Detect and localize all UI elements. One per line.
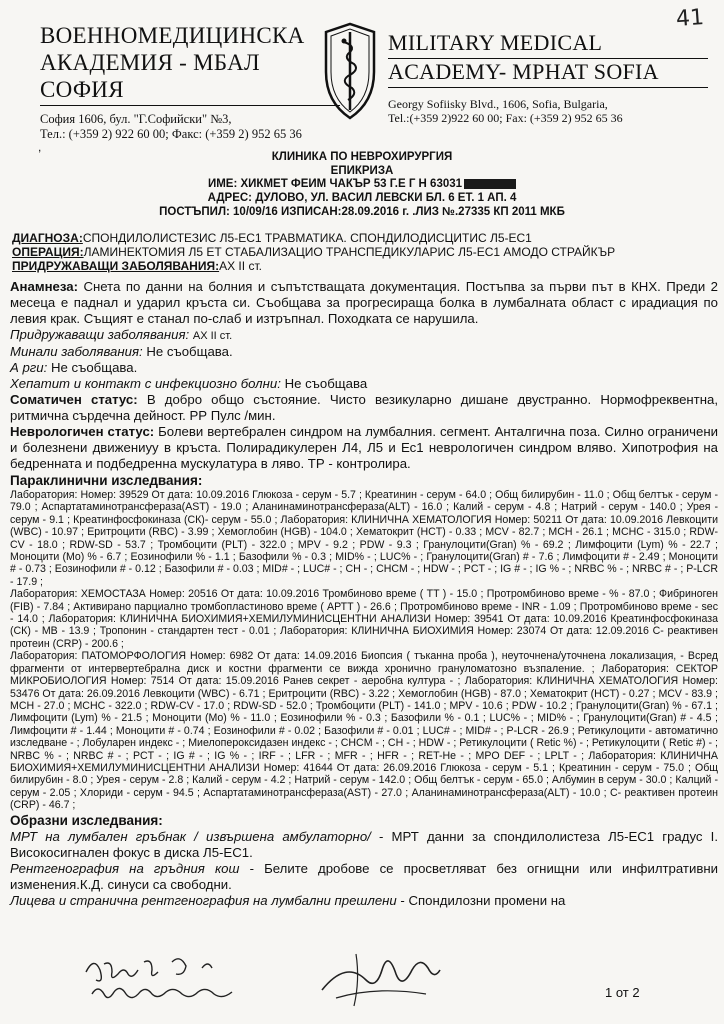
bg-name-line1: ВОЕННОМЕДИЦИНСКА: [40, 23, 305, 48]
comorbidities-value-2: АХ II ст.: [192, 330, 233, 342]
patient-address: АДРЕС: ДУЛОВО, УЛ. ВАСИЛ ЛЕВСКИ БЛ. 6 ЕТ. 1 АП. 4: [207, 192, 517, 204]
xray-label: Рентгенография на гръдния кош: [10, 860, 240, 876]
anamnesis-paragraph: [10, 279, 718, 327]
hepatitis-label: Хепатит и контакт с инфекциозно болни:: [10, 376, 281, 391]
neuro-paragraph: [10, 424, 718, 472]
comorbidities-label-2: Придружаващи заболявания:: [10, 327, 190, 342]
doc-type: ЕПИКРИЗА: [330, 165, 394, 177]
mri-label: МРТ на лумбален гръбнак / извършена амбулаторно/: [10, 828, 371, 844]
xray-text: - Белите дробове се просветляват без огнищни или инфилтративни изменения.К.Д. синуси са свободни.: [10, 860, 718, 892]
past-diseases-value: Не съобщава.: [146, 344, 233, 359]
allergies-line: [10, 360, 718, 376]
past-diseases-label: Минали заболявания:: [10, 344, 143, 359]
lumbar-xray-label: Лицева и странична рентгенография на лумбални прешлени: [10, 892, 397, 908]
operation-row: [12, 245, 615, 259]
operation-value: ЛАМИНЕКТОМИЯ Л5 ЕТ СТАБАЛИЗАЦИО ТРАНСПЕДИКУЛАРИС Л5-ЕС1 АМОДО СТРАЙКЪР: [83, 245, 616, 259]
bg-address-line2: Тел.: (+359 2) 922 60 00; Факс: (+359 2) 952 65 36: [40, 127, 302, 141]
redaction-box: [464, 179, 516, 189]
en-address-line1: Georgy Sofiisky Blvd., 1606, Sofia, Bulgaria,: [388, 97, 608, 111]
en-name-line1: MILITARY MEDICAL: [388, 30, 708, 59]
allergies-value: Не съобщава.: [50, 360, 138, 375]
tick-mark: ,: [38, 140, 42, 154]
anamnesis-text: Снета по данни на болния и съпътстващата документация. Постъпва за първи път в КНХ. Преди 2 месеца е паднал и ударил кръста си. Съобщава за прогресираща болка в лумбалната област с ирадиация по левия крак. Същият е станал по-слаб и изтръпнал. Походката се нарушила.: [10, 279, 718, 326]
clinic-title: КЛИНИКА ПО НЕВРОХИРУРГИЯ: [271, 151, 453, 163]
caduceus-logo-icon: [318, 22, 382, 120]
hepatitis-line: [10, 376, 718, 392]
comorbidities-value: АХ II ст.: [219, 259, 262, 273]
xray-paragraph: [10, 861, 718, 893]
lab-block-2: Лаборатория: ХЕМОСТАЗА Номер: 20516 От дата: 10.09.2016 Тромбиново време ( TT ) - 15.0 ; Протромбиново време - % - 87.0 ; Фибриноген (FIB) - 7.84 ; Активирано парциално тромбопластиново време ( АРТТ ) - 26.6 ; Протромбиново време - INR - 1.09 ; Протромбиново време - sec - 14.0 ; Лаборатория: КЛИНИЧНА БИОХИМИЯ+ХЕМИЛУМИНИСЦЕНТНИ АНАЛИЗИ Номер: 39541 От дата: 10.09.2016 Креатинфосфокиназа (СК) - МВ - 13.9 ; Тропонин - стандартен тест - 0.01 ; Лаборатория: КЛИНИЧНА БИОХИМИЯ Номер: 23074 От дата: 12.09.2016 С- реактивен протеин (CRP) - 200.6 ;: [10, 588, 718, 650]
en-name-line2: ACADEMY- MPHAT SOFIA: [388, 59, 708, 88]
labs-heading: Параклинични изследвания:: [10, 473, 203, 488]
bg-name-line2: АКАДЕМИЯ - МБАЛ СОФИЯ: [40, 49, 340, 106]
lumbar-xray-text: - Спондилозни промени на: [396, 892, 566, 908]
body-section: [10, 279, 718, 909]
neuro-text: Болеви вертебрален синдром на лумбалния. сегмент. Анталгична поза. Силно ограничени и болезнени движениуу в кръста. Полирадикулерен Л4, Л5 и Ес1 неврологичен синдром вляво. Хипотрофия на бедренната и подбедренна мускулатура в ляво. ТР - контролира.: [10, 424, 718, 471]
certified-copy-handwriting: [82, 950, 252, 1010]
diagnosis-row: [12, 231, 532, 245]
diagnosis-label: ДИАГНОЗА:: [12, 231, 83, 245]
imaging-heading: Образни изследвания:: [10, 812, 163, 828]
en-address-line2: Tel.:(+359 2)922 60 00; Fax: (+359 2) 952 65 36: [388, 111, 623, 125]
comorbidities-row: [12, 259, 262, 273]
mri-paragraph: [10, 829, 718, 861]
signature-icon: [316, 940, 446, 1010]
patient-name-line: [0, 178, 724, 190]
patient-name: ИМЕ: ХИКМЕТ ФЕИМ ЧАКЪР 53 Г.Е Г Н 63031: [207, 178, 463, 190]
neuro-label: Неврологичен статус:: [10, 424, 155, 439]
page-of-indicator: 1 от 2: [605, 985, 640, 1000]
mri-text: - МРТ данни за спондилолистеза Л5-ЕС1 градус I. Високосигнален фокус в диска Л5-ЕС1.: [10, 828, 718, 860]
lab-block-1: Лаборатория: Номер: 39529 От дата: 10.09.2016 Глюкоза - серум - 5.7 ; Креатинин - серум - 64.0 ; Общ билирубин - 11.0 ; Общ белтък - серум - 79.0 ; Аспартатаминотрансфераза(AST) - 19.0 ; Аланинаминотрансфераза(ALT) - 16.0 ; Калий - серум - 4.8 ; Натрий - серум - 140.0 ; Урея - серум - 9.1 ; Креатинфосфокиназа (СК)- серум - 55.0 ; Лаборатория: КЛИНИЧНА ХЕМАТОЛОГИЯ Номер: 50211 От дата: 10.09.2016 Левкоцити (WBC) - 10.97 ; Еритроцити (RBC) - 3.99 ; Хемоглобин (HGB) - 104.0 ; Хематокрит (HCT) - 0.33 ; MCV - 82.7 ; MCH - 26.1 ; MCHC - 315.0 ; RDW-CV - 18.0 ; RDW-SD - 53.7 ; Тромбоцити (PLT) - 322.0 ; MPV - 9.2 ; PDW - 9.3 ; Гранулоцити(Gran) % - 69.2 ; Лимфоцити (Lym) % - 22.7 ; Моноцити (Mo) % - 6.7 ; Еозинофили % - 1.1 ; Базофили % - 0.3 ; MID% - ; LUC% - ; Гранулоцити(Gran) # - 7.6 ; Лимфоцити # - 2.49 ; Моноцити # - 0.73 ; Еозинофили # - 0.12 ; Базофили # - 0.03 ; MID# - ; LUC# - ; CH - ; CHCM - ; HDW - ; PCT - ; IG # - ; IG % - ; NRBC % - ; NRBC # - ; P-LCR - 17.9 ;: [10, 489, 718, 588]
handwritten-page-number: 41: [675, 5, 705, 32]
header-en: [388, 30, 708, 125]
operation-label: ОПЕРАЦИЯ:: [12, 245, 84, 259]
somatic-text: В добро общо състояние. Чисто везикуларно дишане двустранно. Нормофреквентна, ритмична сърдечна дейност. РР Пулс /мин.: [10, 392, 719, 423]
header-bg: [40, 22, 340, 142]
anamnesis-label: Анамнеза:: [10, 279, 78, 294]
somatic-paragraph: [10, 392, 718, 424]
lab-block-3: Лаборатория: ПАТОМОРФОЛОГИЯ Номер: 6982 От дата: 14.09.2016 Биопсия ( тъканна проба ), неуточнена/уточнена локализация, - Всред фрагменти от интервертебрална диск и костни фрагменти се вижда хронично грануломатозно възпаление. ; Лаборатория: СЕКТОР МИКРОБИОЛОГИЯ Номер: 7514 От дата: 15.09.2016 Ранев секрет - аеробна култура - ; Лаборатория: КЛИНИЧНА ХЕМАТОЛОГИЯ Номер: 53476 От дата: 26.09.2016 Левкоцити (WBC) - 6.71 ; Еритроцити (RBC) - 3.22 ; Хемоглобин (HGB) - 87.0 ; Хематокрит (HCT) - 0.27 ; MCV - 83.9 ; MCH - 27.0 ; MCHC - 322.0 ; RDW-CV - 17.0 ; RDW-SD - 52.0 ; Тромбоцити (PLT) - 141.0 ; MPV - 10.6 ; PDW - 10.2 ; Гранулоцити(Gran) % - 67.1 ; Лимфоцити (Lym) % - 21.5 ; Моноцити (Mo) % - 11.0 ; Еозинофили % - 0.3 ; Базофили % - 0.1 ; LUC% - ; MID% - ; Гранулоцити(Gran) # - 4.5 ; Лимфоцити # - 1.44 ; Моноцити # - 0.74 ; Еозинофили # - 0.02 ; Базофили # - 0.01 ; LUC# - ; MID# - ; P-LCR - 26.9 ; Ретикулоцити - автоматично изследване - ; Лобуларен индекс - ; Миелопероксидазен индекс - ; CHCM - ; CH - ; HDW - ; Ретикулоцити ( Retic %) - ; Ретикулоцити ( Retic #) - ; NRBC % - ; NRBC # - ; PCT - ; IG # - ; IG % - ; IRF - ; LFR - ; MFR - ; HFR - ; RET-He - ; MPO DEF - ; LPLT - ; Лаборатория: КЛИНИЧНА БИОХИМИЯ+ХЕМИЛУМИНИСЦЕНТНИ АНАЛИЗИ Номер: 41644 От дата: 26.09.2016 Глюкоза - серум - 5.1 ; Креатинин - серум - 75.0 ; Общ билирубин - 8.0 ; Урея - серум - 2.8 ; Калий - серум - 4.2 ; Натрий - серум - 142.0 ; Общ белтък - серум - 65.0 ; Албумин в серум - 30.0 ; Калций - серум - 2.05 ; Хлориди - серум - 94.5 ; Аспартатаминотрансфераза(AST) - 27.0 ; Аланинаминотрансфераза(ALT) - 10.0 ; С- реактивен протеин (CRP) - 46.7 ;: [10, 650, 718, 812]
admission-dates: ПОСТЪПИЛ: 10/09/16 ИЗПИСАН:28.09.2016 г. .ЛИЗ №.27335 КП 2011 МКБ: [159, 206, 565, 218]
somatic-label: Соматичен статус:: [10, 392, 138, 407]
comorbidities-label: ПРИДРУЖАВАЩИ ЗАБОЛЯВАНИЯ:: [12, 259, 220, 273]
comorbidities-line: [10, 327, 718, 344]
hepatitis-value: Не съобщава: [284, 376, 368, 391]
past-diseases-line: [10, 344, 718, 360]
bg-address-line1: София 1606, бул. "Г.Софийски" №3,: [40, 112, 232, 126]
diagnosis-value: СПОНДИЛОЛИСТЕЗИС Л5-ЕС1 ТРАВМАТИКА. СПОНДИЛОДИСЦИТИС Л5-ЕС1: [82, 231, 532, 245]
allergies-label: А рги:: [10, 360, 48, 375]
lumbar-xray-paragraph: [10, 893, 718, 909]
